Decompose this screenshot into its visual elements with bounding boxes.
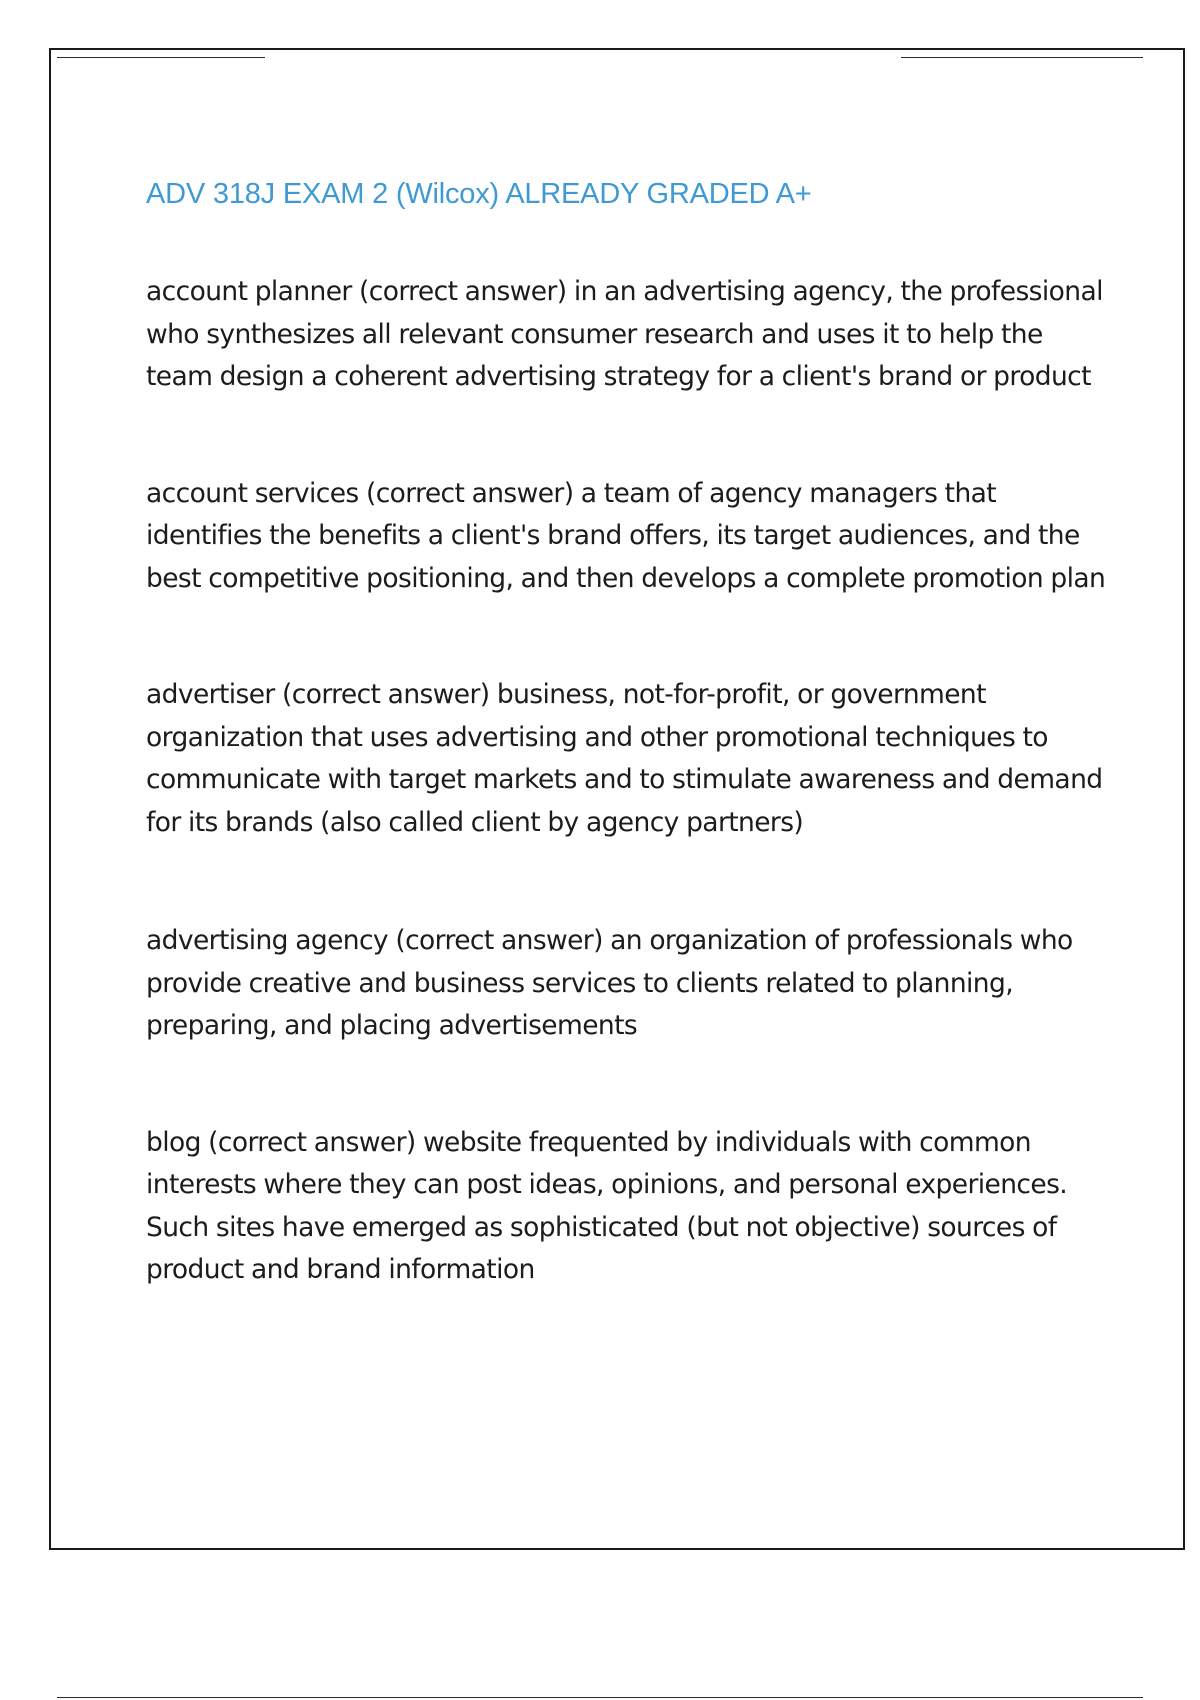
document-content bbox=[146, 175, 1106, 1366]
entry-advertiser: advertiser (correct answer) business, not-for-profit, or government organization that uses advertising and other promotional techniques to communicate with target markets and to stimulate awareness and demand for its brands (also called client by agency partners) bbox=[146, 679, 1103, 838]
entry-list bbox=[146, 271, 1106, 1292]
footer-rule bbox=[57, 1697, 1143, 1698]
entry-advertising-agency: advertising agency (correct answer) an organization of professionals who provide creative and business services to clients related to planning, preparing, and placing advertisements bbox=[146, 925, 1073, 1041]
entry-account-services: account services (correct answer) a team of agency managers that identifies the benefits a client's brand offers, its target audiences, and the best competitive positioning, and then develops a complete promotion plan bbox=[146, 477, 1106, 594]
document-title: ADV 318J EXAM 2 (Wilcox) ALREADY GRADED A+ bbox=[146, 178, 812, 210]
entry-blog: blog (correct answer) website frequented by individuals with common interests where they can post ideas, opinions, and personal experiences. Such sites have emerged as sophisticated (but not objective) sources of product and brand information bbox=[146, 1126, 1068, 1285]
entry-account-planner: account planner (correct answer) in an advertising agency, the professional who synthesizes all relevant consumer research and uses it to help the team design a coherent advertising strategy for a client's brand or product bbox=[146, 276, 1103, 392]
